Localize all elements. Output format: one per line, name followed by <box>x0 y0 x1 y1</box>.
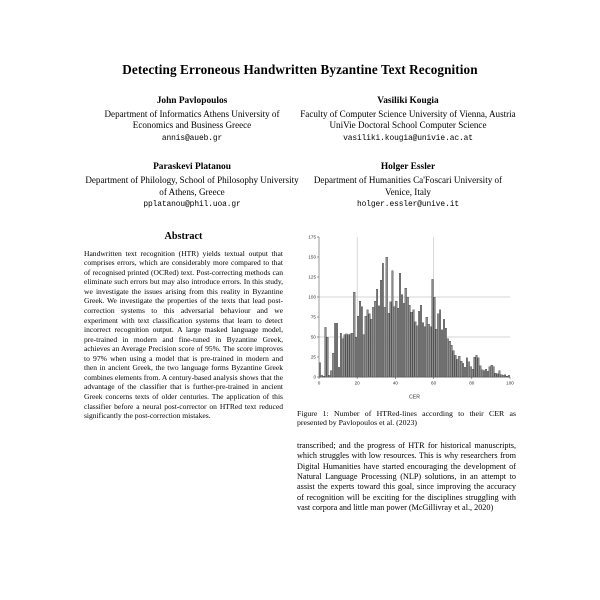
author-affiliation: Department of Philology, School of Philosophy University of Athens, Greece <box>85 174 299 197</box>
svg-text:25: 25 <box>310 354 316 360</box>
abstract-text: Handwritten text recognition (HTR) yields textual output that comprises errors, which are considerably more compared to that of recognised printed (OCRed) text. Post-correcting methods can eliminate such errors but may also introduce errors. In this study, we investigate the issues arising from this reality in Byzantine Greek. We investigate the properties of the texts that lead post-correction systems to this adversarial behaviour and we experiment with text classification systems that learn to detect incorrect recognition output. A large masked language model, pre-trained in modern and fine-tuned in Byzantine Greek, achieves an Average Precision score of 95%. The score improves to 97% when using a model that is pre-trained in modern and then in ancient Greek, the two language forms Byzantine Greek combines elements from. A century-based analysis shows that the advantage of the classifier that is further-pre-trained in ancient Greek concerns texts of older centuries. The application of this classifier before a neural post-corrector on HTRed text reduced significantly the post-correction mistakes. <box>84 248 283 421</box>
svg-text:100: 100 <box>506 380 514 386</box>
author-name: Vasiliki Kougia <box>377 96 439 106</box>
author-email: holger.essler@unive.it <box>357 200 459 210</box>
author-block-3 <box>84 162 300 210</box>
author-row-2 <box>84 162 516 210</box>
page-title: Detecting Erroneous Handwritten Byzantine Text Recognition <box>122 62 478 77</box>
author-email: vasiliki.kougia@univie.ac.at <box>343 133 473 143</box>
author-affiliation: Department of Humanities Ca'Foscari University of Venice, Italy <box>313 174 503 197</box>
two-column-body <box>84 231 516 514</box>
body-paragraph-right: transcribed; and the progress of HTR for historical manuscripts, which struggles with low resources. This is why researchers from Digital Humanities have started encouraging the development of Natural Language Processing (NLP) solutions, in an attempt to assist the experts toward this goal, since improving the accuracy of recognition will be exciting for the disciplines struggling with vast corpora and little man power (McGillivray et al., 2020) <box>297 440 516 512</box>
svg-text:60: 60 <box>431 380 437 386</box>
svg-text:150: 150 <box>308 254 316 260</box>
svg-text:100: 100 <box>308 294 316 300</box>
author-block-4 <box>300 162 516 210</box>
author-name: John Pavlopoulos <box>156 96 228 106</box>
figure-1 <box>297 231 516 428</box>
abstract-heading: Abstract <box>164 230 203 242</box>
author-name: Paraskevi Platanou <box>153 162 231 173</box>
author-affiliation: Department of Informatics Athens University of Economics and Business Greece <box>104 108 280 131</box>
svg-text:175: 175 <box>308 234 316 240</box>
author-affiliation: Faculty of Computer Science University of Vienna, Austria UniVie Doctoral School Computer Science <box>300 108 516 131</box>
svg-text:20: 20 <box>354 380 360 386</box>
author-block-1 <box>84 96 300 144</box>
author-block-2 <box>300 96 516 144</box>
column-left <box>84 231 283 514</box>
figure-caption: Figure 1: Number of HTRed-lines according to their CER as presented by Pavlopoulos et al. (2023) <box>297 408 516 428</box>
svg-text:0: 0 <box>317 380 321 386</box>
svg-text:CER: CER <box>409 394 420 401</box>
author-row-1 <box>84 96 516 144</box>
svg-text:40: 40 <box>392 380 398 386</box>
author-name: Holger Essler <box>380 162 436 173</box>
svg-text:75: 75 <box>310 314 316 320</box>
svg-text:50: 50 <box>310 334 316 340</box>
svg-text:0: 0 <box>313 374 316 380</box>
author-email: annis@aueb.gr <box>161 133 223 143</box>
histogram-chart <box>297 231 516 403</box>
author-email: pplatanou@phil.uoa.gr <box>143 200 241 210</box>
svg-text:80: 80 <box>469 380 475 386</box>
svg-text:125: 125 <box>308 274 316 280</box>
column-right <box>297 231 516 514</box>
